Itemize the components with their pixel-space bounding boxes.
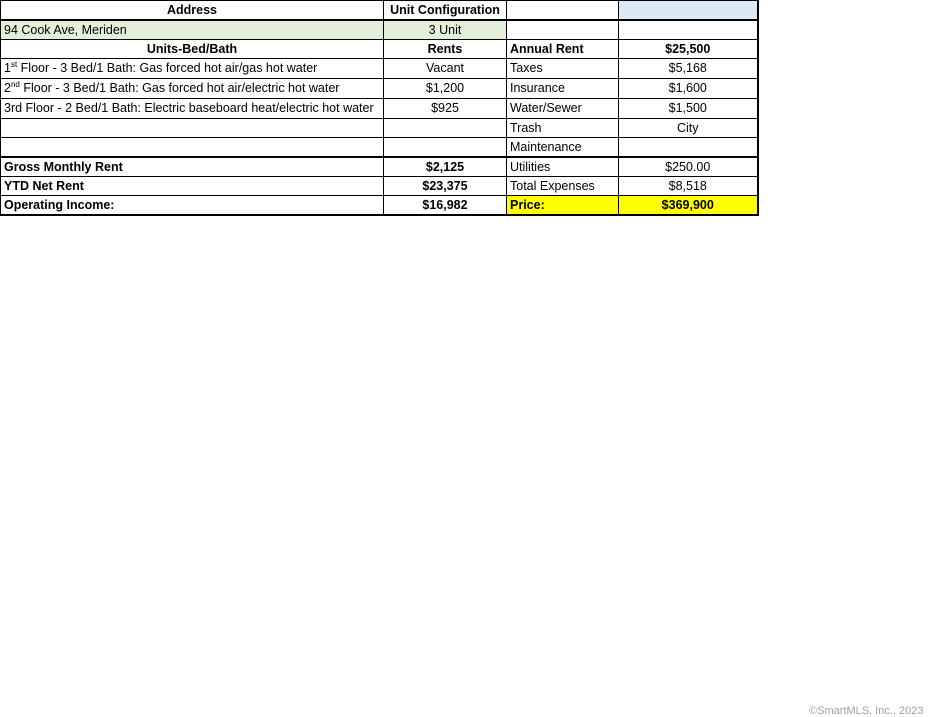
expense-label: Trash — [507, 119, 619, 138]
expense-label: Insurance — [507, 79, 619, 99]
rents-header: Rents — [384, 40, 507, 59]
units-bed-bath-header: Units-Bed/Bath — [1, 40, 384, 59]
unit-description — [1, 79, 384, 99]
ytd-net-rent-label: YTD Net Rent — [1, 177, 384, 196]
unit-description — [1, 59, 384, 79]
unit-rent: $925 — [384, 99, 507, 119]
utilities-label: Utilities — [507, 157, 619, 177]
unit-row-1 — [1, 59, 758, 79]
blank-cell — [384, 119, 507, 138]
header-blank-cell — [507, 1, 619, 21]
ytd-net-rent-value: $23,375 — [384, 177, 507, 196]
unit-configuration-value: 3 Unit — [384, 20, 507, 40]
unit-rent: $1,200 — [384, 79, 507, 99]
price-value: $369,900 — [619, 196, 758, 216]
gross-monthly-rent-row — [1, 157, 758, 177]
address-row — [1, 20, 758, 40]
header-blue-cell — [619, 1, 758, 21]
address-row-blank-cell — [507, 20, 619, 40]
maintenance-row — [1, 138, 758, 158]
unit-description: 3rd Floor - 2 Bed/1 Bath: Electric baseboard heat/electric hot water — [1, 99, 384, 119]
floor-number: 2 — [4, 81, 11, 96]
utilities-value: $250.00 — [619, 157, 758, 177]
annual-rent-label: Annual Rent — [507, 40, 619, 59]
unit-configuration-header: Unit Configuration — [384, 1, 507, 21]
unit-details: Floor - 3 Bed/1 Bath: Gas forced hot air/electric hot water — [19, 81, 340, 96]
total-expenses-label: Total Expenses — [507, 177, 619, 196]
expense-value: $1,500 — [619, 99, 758, 119]
blank-cell — [1, 119, 384, 138]
address-row-blank-cell — [619, 20, 758, 40]
rental-income-table — [0, 0, 759, 216]
unit-row-3 — [1, 99, 758, 119]
ytd-net-rent-row — [1, 177, 758, 196]
expense-value — [619, 138, 758, 158]
unit-row-2 — [1, 79, 758, 99]
property-address: 94 Cook Ave, Meriden — [1, 20, 384, 40]
expense-label: Water/Sewer — [507, 99, 619, 119]
operating-income-value: $16,982 — [384, 196, 507, 216]
expense-value: City — [619, 119, 758, 138]
trash-row — [1, 119, 758, 138]
floor-suffix: nd — [10, 80, 20, 90]
unit-rent: Vacant — [384, 59, 507, 79]
header-row — [1, 1, 758, 21]
blank-cell — [1, 138, 384, 158]
gross-monthly-rent-value: $2,125 — [384, 157, 507, 177]
address-header: Address — [1, 1, 384, 21]
price-label: Price: — [507, 196, 619, 216]
expense-label: Taxes — [507, 59, 619, 79]
operating-income-label: Operating Income: — [1, 196, 384, 216]
operating-income-row — [1, 196, 758, 216]
expense-value: $1,600 — [619, 79, 758, 99]
annual-rent-value: $25,500 — [619, 40, 758, 59]
floor-suffix: st — [10, 60, 18, 70]
unit-details: Floor - 3 Bed/1 Bath: Gas forced hot air/gas hot water — [17, 61, 318, 76]
gross-monthly-rent-label: Gross Monthly Rent — [1, 157, 384, 177]
expense-label: Maintenance — [507, 138, 619, 158]
floor-number: 1 — [4, 61, 11, 76]
units-header-row — [1, 40, 758, 59]
total-expenses-value: $8,518 — [619, 177, 758, 196]
expense-value: $5,168 — [619, 59, 758, 79]
copyright-watermark: ©SmartMLS, Inc., 2023 — [809, 705, 924, 717]
blank-cell — [384, 138, 507, 158]
